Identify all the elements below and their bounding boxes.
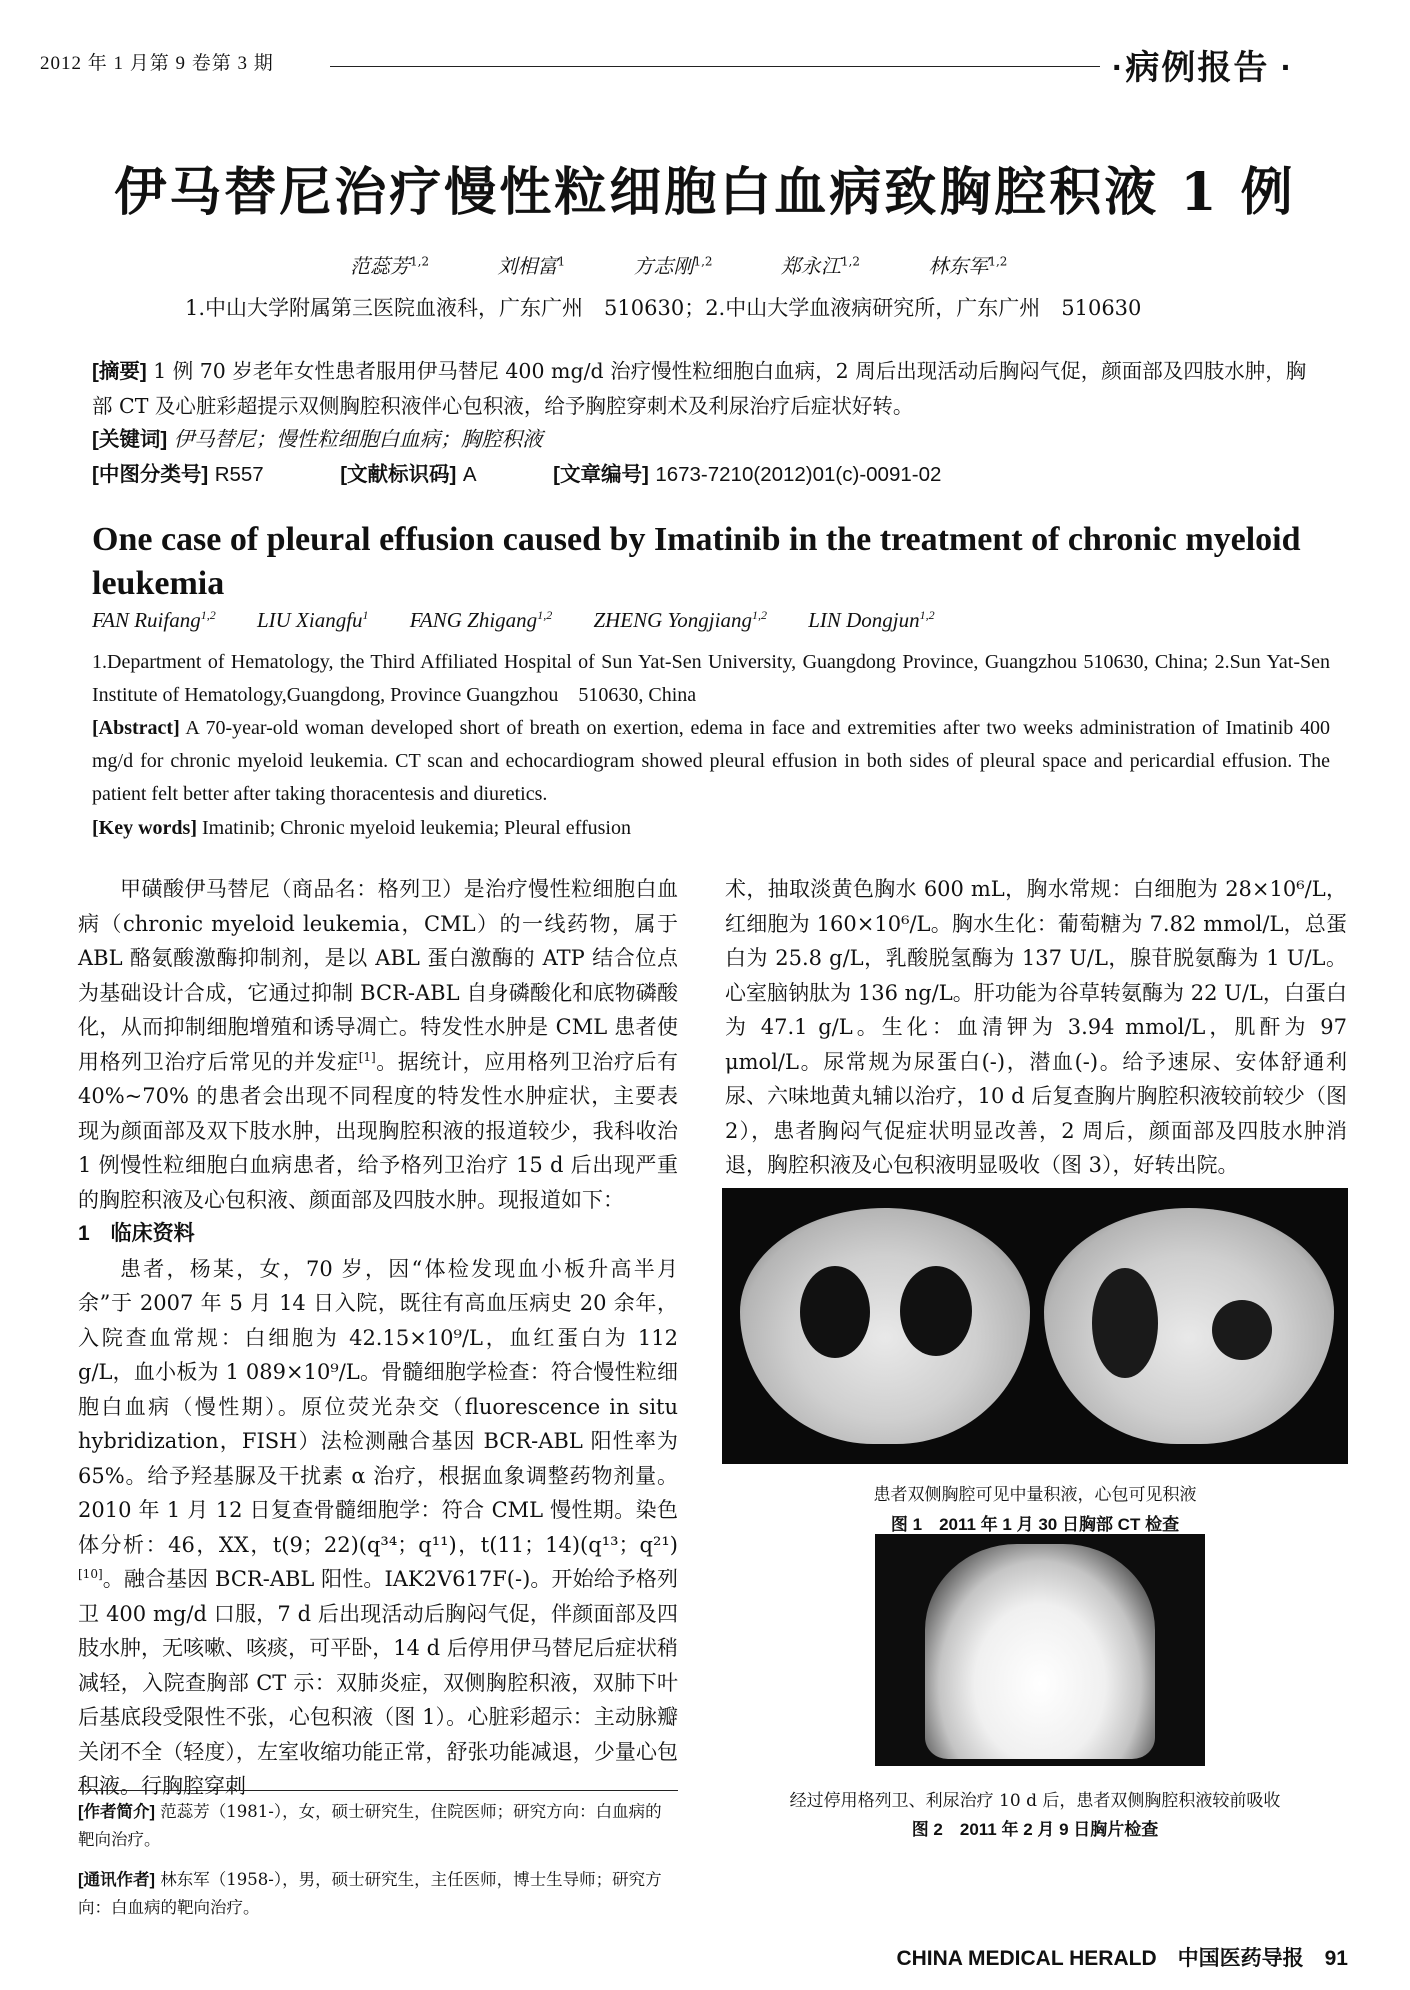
lung-shadow xyxy=(1212,1300,1272,1360)
footnote-rule xyxy=(78,1790,678,1791)
author-bio-label: [作者简介] xyxy=(78,1803,155,1821)
section-label: ·病例报告 · xyxy=(1112,49,1295,87)
clc-label: [中图分类号] xyxy=(92,463,209,486)
english-author-list xyxy=(92,608,1332,633)
abstract-cn xyxy=(92,354,1318,423)
author-bio-footnote xyxy=(78,1798,678,1854)
english-author: LIU Xiangfu$^1$ xyxy=(256,608,369,632)
body-column-left xyxy=(78,872,678,1804)
affiliation-cn: 1.中山大学附属第三医院血液科，广东广州 510630；2.中山大学血液病研究所，广东广州 510630 xyxy=(185,296,1142,320)
english-keywords-text: Imatinib; Chronic myeloid leukemia; Pleural effusion xyxy=(201,817,631,839)
paragraph: 术，抽取淡黄色胸水 600 mL，胸水常规：白细胞为 28×10⁶/L，红细胞为 160×10⁶/L。胸水生化：葡萄糖为 7.82 mmol/L，总蛋白为 25.8 g/L，乳酸脱氢酶为 137 U/L，腺苷脱氨酶为 1 U/L。心室脑钠肽为 136 ng/L。肝功能为谷草转氨酶为 22 U/L，白蛋白为 47.1 g/L。生化：血清钾为 3.94 mmol/L，肌酐为 97 μmol/L。尿常规为尿蛋白(-)，潜血(-)。给予速尿、安体舒通利尿、六味地黄丸辅以治疗，10 d 后复查胸片胸腔积液较前较少（图 2），患者胸闷气促症状明显改善，2 周后，颜面部及四肢水肿消退，胸腔积液及心包积液明显吸收（图 3），好转出院。 xyxy=(725,877,1347,1177)
lung-shadow xyxy=(900,1266,972,1356)
english-abstract xyxy=(92,712,1330,811)
article-number-label: [文章编号] xyxy=(553,463,649,486)
article-number-value: 1673-7210(2012)01(c)-0091-02 xyxy=(655,463,942,486)
ct-slice-right xyxy=(1044,1208,1334,1444)
author: 林东军$^{1,2}$ xyxy=(928,254,1008,278)
figure-1-ct-image xyxy=(722,1188,1348,1464)
doc-code-label: [文献标识码] xyxy=(340,463,457,486)
corresponding-text: 林东军（1958-），男，硕士研究生，主任医师，博士生导师；研究方向：白血病的靶向治疗。 xyxy=(78,1870,662,1917)
classification-meta xyxy=(92,457,1318,492)
clc-value: R557 xyxy=(214,463,264,486)
paragraph: 甲磺酸伊马替尼（商品名：格列卫）是治疗慢性粒细胞白血病（chronic myeloid leukemia，CML）的一线药物，属于 ABL 酪氨酸激酶抑制剂，是以 ABL 蛋白激酶的 ATP 结合位点为基础设计合成，它通过抑制 BCR-ABL 自身磷酸化和底物磷酸化，从而抑制细胞增殖和诱导凋亡。特发性水肿是 CML 患者使用格列卫治疗后常见的并发症[1]。据统计，应用格列卫治疗后有 40%~70% 的患者会出现不同程度的特发性水肿症状，主要表现为颜面部及双下肢水肿，出现胸腔积液的报道较少，我科收治 1 例慢性粒细胞白血病患者，给予格列卫治疗 15 d 后出现严重的胸腔积液及心包积液、颜面部及四肢水肿。现报道如下： xyxy=(78,877,678,1212)
keywords-text: 伊马替尼；慢性粒细胞白血病；胸腔积液 xyxy=(173,427,543,451)
lung-shadow xyxy=(800,1266,870,1358)
figure-2-xray-image xyxy=(875,1534,1205,1766)
paragraph: 患者，杨某，女，70 岁，因“体检发现血小板升高半月余”于 2007 年 5 月 14 日入院，既往有高血压病史 20 余年，入院查血常规：白细胞为 42.15×10⁹/L，血红蛋白为 112 g/L，血小板为 1 089×10⁹/L。骨髓细胞学检查：符合慢性粒细胞白血病（慢性期）。原位荧光杂交（fluorescence in situ hybridization，FISH）法检测融合基因 BCR-ABL 阳性率为 65%。给予羟基脲及干扰素 α 治疗，根据血象调整药物剂量。2010 年 1 月 12 日复查骨髓细胞学：符合 CML 慢性期。染色体分析：46，XX，t(9；22)(q³⁴；q¹¹)，t(11；14)(q¹³；q²¹)[10]。融合基因 BCR-ABL 阳性。IAK2V617F(-)。开始给予格列卫 400 mg/d 口服，7 d 后出现活动后胸闷气促，伴颜面部及四肢水肿，无咳嗽、咳痰，可平卧，14 d 后停用伊马替尼后症状稍减轻，入院查胸部 CT 示：双肺炎症，双侧胸腔积液，双肺下叶后基底段受限性不张，心包积液（图 1）。心脏彩超示：主动脉瓣关闭不全（轻度），左室收缩功能正常，舒张功能减退，少量心包积液。行胸腔穿刺 xyxy=(78,1256,678,1798)
english-author: LIN Dongjun$^{1,2}$ xyxy=(808,608,935,632)
body-column-right xyxy=(725,872,1347,1183)
author-list xyxy=(350,250,1250,279)
ct-slice-left xyxy=(740,1208,1030,1444)
figure-2-description: 经过停用格列卫、利尿治疗 10 d 后，患者双侧胸腔积液较前吸收 xyxy=(789,1791,1281,1811)
english-author: ZHENG Yongjiang$^{1,2}$ xyxy=(593,608,767,632)
journal-footer: CHINA MEDICAL HERALD 中国医药导报 91 xyxy=(896,1947,1348,1970)
english-abstract-label: [Abstract] xyxy=(92,717,180,739)
issue-info: 2012 年 1 月第 9 卷第 3 期 xyxy=(40,53,274,74)
figure-2-caption: 图 2 2011 年 2 月 9 日胸片检查 xyxy=(911,1820,1159,1839)
english-abstract-text: A 70-year-old woman developed short of breath on exertion, edema in face and extremities after two weeks administration of Imatinib 400 mg/d for chronic myeloid leukemia. CT scan and echocardiogram showed pleural effusion in both sides of pleural space and pericardial effusion. The patient felt better after taking thoracentesis and diuretics. xyxy=(92,717,1330,805)
author: 刘相富$^1$ xyxy=(497,254,566,278)
doc-code-value: A xyxy=(462,463,477,486)
english-author: FANG Zhigang$^{1,2}$ xyxy=(409,608,553,632)
figure-1-caption: 图 1 2011 年 1 月 30 日胸部 CT 检查 xyxy=(890,1515,1180,1534)
author-bio-text: 范蕊芳（1981-），女，硕士研究生，住院医师；研究方向：白血病的靶向治疗。 xyxy=(78,1802,662,1849)
reference-marker[interactable]: [1] xyxy=(358,1049,376,1064)
english-title: One case of pleural effusion caused by Imatinib in the treatment of chronic myeloid leukemia xyxy=(92,521,1301,602)
abstract-label: [摘要] xyxy=(92,360,147,383)
keywords-cn xyxy=(92,422,1318,457)
english-affiliation: 1.Department of Hematology, the Third Affiliated Hospital of Sun Yat-Sen University, Guangdong Province, Guangzhou 510630, China; 2.Sun Yat-Sen Institute of Hematology,Guangdong, Province Guangzhou 510630, China xyxy=(92,651,1330,706)
author: 范蕊芳$^{1,2}$ xyxy=(350,254,430,278)
header-rule xyxy=(330,66,1100,67)
corresponding-author-footnote xyxy=(78,1866,678,1922)
reference-marker[interactable]: [10] xyxy=(78,1567,103,1581)
article-title: 伊马替尼治疗慢性粒细胞白血病致胸腔积液 1 例 xyxy=(114,162,1296,223)
keywords-label: [关键词] xyxy=(92,428,168,451)
author: 方志刚$^{1,2}$ xyxy=(633,254,713,278)
english-keywords xyxy=(92,812,1330,845)
corresponding-label: [通讯作者] xyxy=(78,1871,155,1889)
section-heading: 1 临床资料 xyxy=(78,1222,195,1245)
lung-shadow xyxy=(1092,1268,1158,1378)
figure-1-description: 患者双侧胸腔可见中量积液，心包可见积液 xyxy=(873,1485,1197,1505)
abstract-text: 1 例 70 岁老年女性患者服用伊马替尼 400 mg/d 治疗慢性粒细胞白血病，2 周后出现活动后胸闷气促，颜面部及四肢水肿，胸部 CT 及心脏彩超提示双侧胸腔积液伴心包积液，给予胸腔穿刺术及利尿治疗后症状好转。 xyxy=(92,359,1307,418)
english-author: FAN Ruifang$^{1,2}$ xyxy=(92,608,216,632)
xray-chest xyxy=(925,1544,1155,1759)
english-keywords-label: [Key words] xyxy=(92,817,197,839)
author: 郑永江$^{1,2}$ xyxy=(780,254,860,278)
